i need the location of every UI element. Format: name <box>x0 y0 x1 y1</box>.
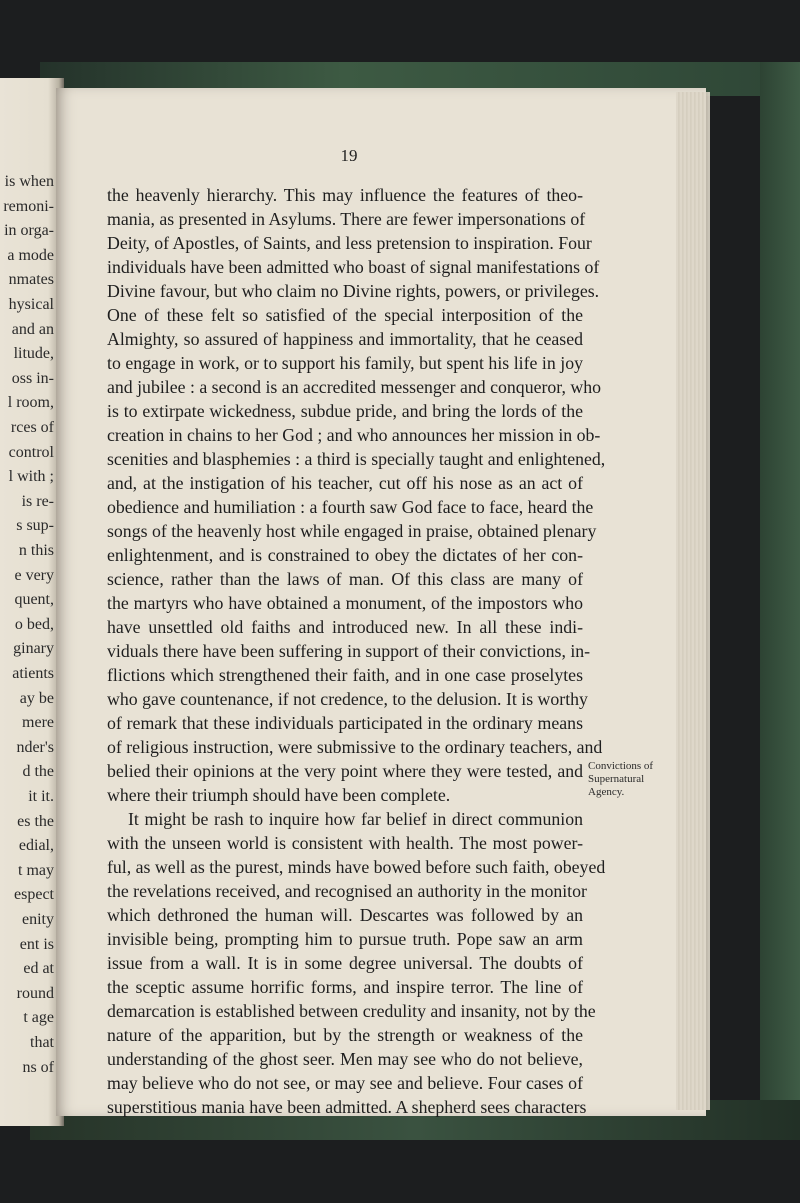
left-page-fragment: ent is <box>19 935 54 953</box>
text-line: have unsettled old faiths and introduced new. In all these indi- <box>107 617 583 637</box>
text-line: One of these felt so satisfied of the special interposition of the <box>107 305 583 325</box>
left-page-fragment: remoni- <box>3 197 54 215</box>
left-page-fragment: oss in- <box>11 369 54 387</box>
text-line: is to extirpate wickedness, subdue pride, and bring the lords of the <box>107 401 583 421</box>
text-line: individuals have been admitted who boast of signal manifestations of <box>107 257 600 277</box>
page-number: 19 <box>340 146 358 165</box>
text-line: science, rather than the laws of man. Of this class are many of <box>107 569 583 589</box>
left-page-fragment: l with ; <box>8 468 54 486</box>
margin-note-line: Agency. <box>588 786 625 798</box>
text-line: songs of the heavenly host while engaged in praise, obtained plenary <box>107 521 597 541</box>
text-line: viduals there have been suffering in support of their convictions, in- <box>107 641 591 661</box>
left-page-fragment: atients <box>12 665 54 682</box>
text-line: obedience and humiliation : a fourth saw God face to face, heard the <box>107 497 594 517</box>
margin-note <box>588 760 678 799</box>
text-line: invisible being, prompting him to pursue truth. Pope saw an arm <box>107 929 583 949</box>
text-line: It might be rash to inquire how far belief in direct communion <box>128 809 583 829</box>
left-page-fragment: control <box>8 443 54 461</box>
left-page-fragment: nder's <box>16 738 54 756</box>
left-page-fragment: e very <box>14 566 54 584</box>
left-page-fragment: round <box>16 984 54 1002</box>
left-page-fragment: in orga- <box>4 222 54 240</box>
text-line: with the unseen world is consistent with health. The most power- <box>107 833 583 853</box>
left-page-fragment: mere <box>22 714 54 732</box>
left-page-fragment: is when <box>4 173 54 190</box>
text-line: creation in chains to her God ; and who announces her mission in ob- <box>107 425 601 445</box>
left-page-fragment: quent, <box>14 591 54 609</box>
text-line: superstitious mania have been admitted. A shepherd sees characters <box>107 1097 587 1117</box>
text-line: of remark that these individuals participated in the ordinary means <box>107 713 583 733</box>
text-line: understanding of the ghost seer. Men may see who do not believe, <box>107 1049 583 1069</box>
left-page-fragment: t may <box>18 861 54 879</box>
text-line: Almighty, so assured of happiness and immortality, that he ceased <box>107 329 583 349</box>
book-cover-right <box>760 62 800 1140</box>
left-page-fragment: ns of <box>22 1058 54 1076</box>
margin-note-line: Supernatural <box>588 773 645 785</box>
text-line: of religious instruction, were submissive to the ordinary teachers, and <box>107 737 603 757</box>
text-line: the revelations received, and recognised an authority in the monitor <box>107 881 587 901</box>
text-line: belied their opinions at the very point where they were tested, and <box>107 761 583 781</box>
left-page-fragment: d the <box>22 763 54 781</box>
left-page-edge <box>0 78 64 1126</box>
left-page-fragment: litude, <box>13 345 54 363</box>
text-line: flictions which strengthened their faith, and in one case proselytes <box>107 665 583 685</box>
left-page-fragment: n this <box>18 542 54 559</box>
left-page-fragment: and an <box>11 320 54 338</box>
left-page-fragment: hysical <box>8 296 54 313</box>
left-page-fragment: ed at <box>23 960 54 978</box>
left-page-fragment: ginary <box>13 640 54 658</box>
text-line: ful, as well as the purest, minds have bowed before such faith, obeyed <box>107 857 606 877</box>
text-line: which dethroned the human will. Descartes was followed by an <box>107 905 583 925</box>
text-line: issue from a wall. It is in some degree universal. The doubts of <box>107 953 583 973</box>
text-line: scenities and blasphemies : a third is specially taught and enlightened, <box>107 449 606 469</box>
left-page-fragment: l room, <box>7 394 54 412</box>
text-line: and, at the instigation of his teacher, cut off his nose as an act of <box>107 473 583 493</box>
left-page-fragment: edial, <box>18 837 54 855</box>
text-line: where their triumph should have been complete. <box>107 785 451 805</box>
text-line: nature of the apparition, but by the strength or weakness of the <box>107 1025 583 1045</box>
left-page-fragment: espect <box>14 886 54 904</box>
text-line: the heavenly hierarchy. This may influence the features of theo- <box>107 185 583 205</box>
left-page-fragment: a mode <box>7 246 54 264</box>
text-line: who gave countenance, if not credence, to the delusion. It is worthy <box>107 689 588 709</box>
left-page-fragment: it it. <box>28 788 54 805</box>
left-page-fragment: nmates <box>8 271 54 289</box>
text-line: may believe who do not see, or may see and believe. Four cases of <box>107 1073 583 1093</box>
left-page-fragment: rces of <box>10 419 54 436</box>
text-line: to engage in work, or to support his family, but spent his life in joy <box>107 353 583 373</box>
left-page-fragment: ay be <box>19 689 54 707</box>
text-line: demarcation is established between credulity and insanity, not by the <box>107 1001 596 1021</box>
text-line: mania, as presented in Asylums. There are fewer impersonations of <box>107 209 586 229</box>
text-line: and jubilee : a second is an accredited messenger and conqueror, who <box>107 377 602 397</box>
left-page-fragment: enity <box>22 911 54 928</box>
margin-note-line: Convictions of <box>588 760 654 772</box>
left-page-fragment: o bed, <box>14 615 54 633</box>
left-page-fragment: es the <box>17 812 54 830</box>
text-line: Divine favour, but who claim no Divine rights, powers, or privileges. <box>107 281 600 301</box>
text-line: the martyrs who have obtained a monument, of the impostors who <box>107 593 583 613</box>
text-line: enlightenment, and is constrained to obey the dictates of her con- <box>107 545 583 565</box>
left-page-fragment: is re- <box>21 492 54 510</box>
left-page-fragment: s sup- <box>16 517 54 535</box>
page-stack-edge <box>676 92 710 1110</box>
text-line: Deity, of Apostles, of Saints, and less pretension to inspiration. Four <box>107 233 592 253</box>
left-page-fragment: t age <box>23 1009 54 1027</box>
left-page-fragment: that <box>30 1034 54 1051</box>
text-line: the sceptic assume horrific forms, and inspire terror. The line of <box>107 977 583 997</box>
